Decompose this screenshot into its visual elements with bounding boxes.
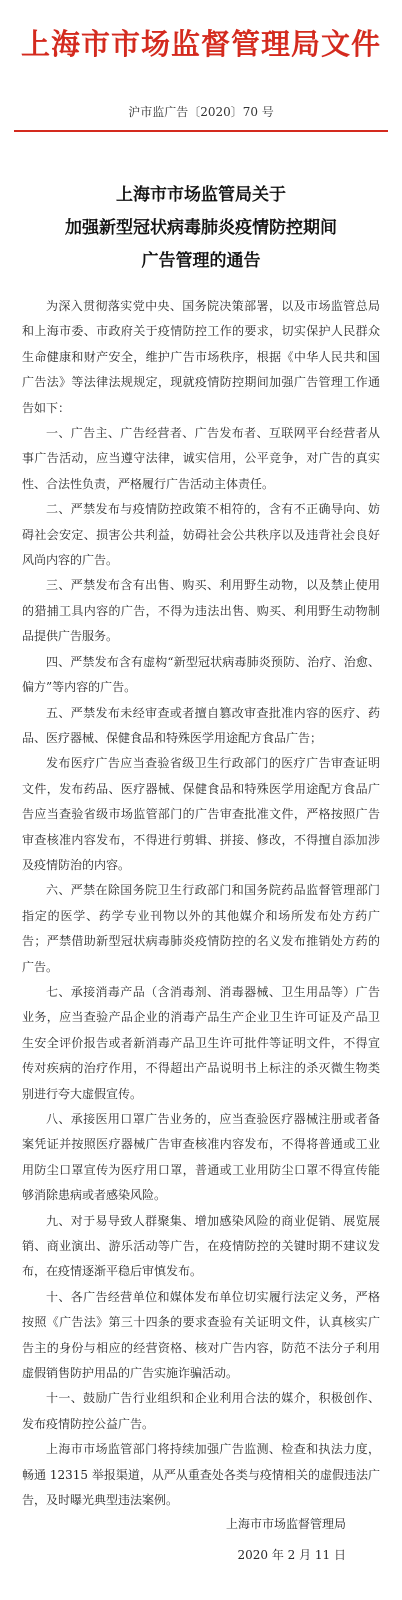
clause-paragraph: 一、广告主、广告经营者、广告发布者、互联网平台经营者从事广告活动，应当遵守法律，诚实信用，公平竞争，对广告的真实性、合法性负责，严格履行广告活动主体责任。 [22, 426, 380, 491]
clause-paragraph: 发布医疗广告应当查验省级卫生行政部门的医疗广告审查证明文件，发布药品、医疗器械、保健食品和特殊医学用途配方食品广告应当查验省级市场监管部门的广告审查批准文件，严格按照广告审查核准内容发布，不得进行剪辑、拼接、修改，不得擅自添加涉及疫情防治的内容。 [22, 756, 380, 872]
title-line: 广告管理的通告 [141, 251, 261, 271]
title-line: 加强新型冠状病毒肺炎疫情防控期间 [65, 218, 337, 238]
document-masthead: 上海市市场监督管理局文件 [20, 27, 381, 61]
signature-date: 2020 年 2 月 11 日 [237, 1548, 346, 1562]
clause-paragraph: 六、严禁在除国务院卫生行政部门和国务院药品监督管理部门指定的医学、药学专业刊物以外的其他媒介和场所发布处方药广告；严禁借助新型冠状病毒肺炎疫情防控的名义发布推销处方药的广告。 [22, 883, 380, 974]
clause-paragraph: 九、对于易导致人群聚集、增加感染风险的商业促销、展览展销、商业演出、游乐活动等广告，在疫情防控的关键时期不建议发布，在疫情逐渐平稳后审慎发布。 [22, 1213, 380, 1279]
clause-paragraph: 七、承接消毒产品（含消毒剂、消毒器械、卫生用品等）广告业务，应当查验产品企业的消毒产品生产企业卫生许可证及产品卫生安全评价报告或者新消毒产品卫生许可批件等证明文件，不得宣传对疾病的治疗作用，不得超出产品说明书上标注的杀灭微生物类别进行夸大虚假宣传。 [22, 984, 380, 1101]
red-divider [14, 130, 388, 132]
clause-paragraph: 十一、鼓励广告行业组织和企业利用合法的媒介，积极创作、发布疫情防控公益广告。 [22, 1391, 380, 1431]
closing-paragraph: 上海市市场监管部门将持续加强广告监测、检查和执法力度，畅通 12315 举报渠道，从严从重查处各类与疫情相关的虚假违法广告，及时曝光典型违法案例。 [22, 1442, 380, 1508]
signature-organization: 上海市市场监督管理局 [225, 1517, 346, 1531]
intro-paragraph: 为深入贯彻落实党中央、国务院决策部署，以及市场监管总局和上海市委、市政府关于疫情防控工作的要求，切实保护人民群众生命健康和财产安全，维护广告市场秩序，根据《中华人民共和国广告法》等法律法规规定，现就疫情防控期间加强广告管理工作通告如下： [22, 299, 380, 415]
clause-paragraph: 十、各广告经营单位和媒体发布单位切实履行法定义务，严格按照《广告法》第三十四条的要求查验有关证明文件，认真核实广告主的身份与相应的经营资格、核对广告内容，防范不法分子利用虚假销售防护用品的广告实施诈骗活动。 [22, 1289, 380, 1381]
clause-paragraph: 五、严禁发布未经审查或者擅自篡改审查批准内容的医疗、药品、医疗器械、保健食品和特殊医学用途配方食品广告； [22, 705, 380, 745]
document-title [0, 179, 402, 278]
document-body [22, 294, 380, 1514]
clause-paragraph: 八、承接医用口罩广告业务的，应当查验医疗器械注册或者备案凭证并按照医疗器械广告审查核准内容发布，不得将普通或工业用防尘口罩宣传为医疗用口罩，普通或工业用防尘口罩不得宣传能够消除患病或者感染风险。 [22, 1112, 380, 1203]
title-line: 上海市市场监管局关于 [116, 185, 286, 205]
clause-paragraph: 二、严禁发布与疫情防控政策不相符的，含有不正确导向、妨碍社会安定、损害公共利益，妨碍社会公共秩序以及违背社会良好风尚内容的广告。 [22, 502, 380, 568]
document-number: 沪市监广告〔2020〕70 号 [128, 105, 274, 119]
clause-paragraph: 四、严禁发布含有虚构“新型冠状病毒肺炎预防、治疗、治愈、偏方”等内容的广告。 [22, 654, 380, 695]
clause-paragraph: 三、严禁发布含有出售、购买、利用野生动物，以及禁止使用的猎捕工具内容的广告，不得为违法出售、购买、利用野生动物制品提供广告服务。 [22, 578, 380, 644]
